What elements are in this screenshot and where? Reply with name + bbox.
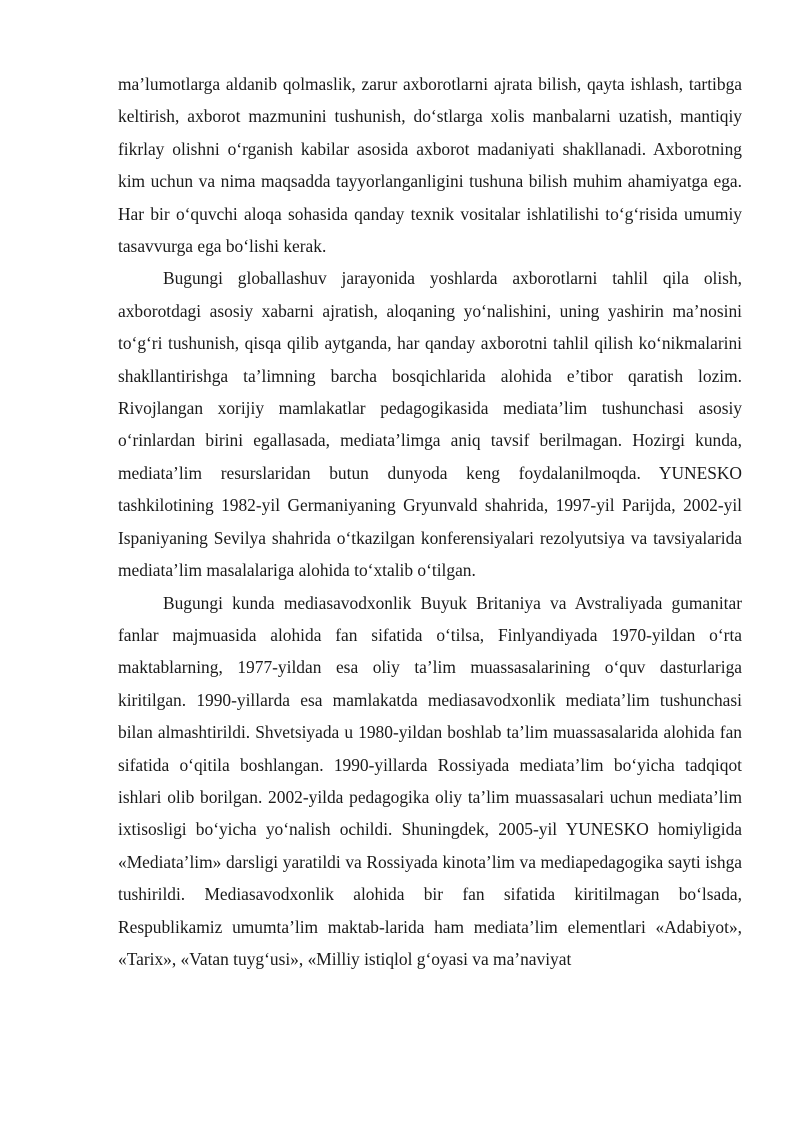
paragraph-1: ma’lumotlarga aldanib qolmaslik, zarur axborotlarni ajrata bilish, qayta ishlash, tartibga keltirish, axborot mazmunini tushunish, do‘stlarga xolis manbalarni uzatish, mantiqiy fikrlay olishni o‘rganish kabilar asosida axborot madaniyati shakllanadi. Axborotning kim uchun va nima maqsadda tayyorlanganligini tushuna bilish muhim ahamiyatga ega. Har bir o‘quvchi aloqa sohasida qanday texnik vositalar ishlatilishi to‘g‘risida umumiy tasavvurga ega bo‘lishi kerak.	[118, 74, 742, 257]
paragraph-3: Bugungi kunda mediasavodxonlik Buyuk Britaniya va Avstraliyada gumanitar fanlar majmuasida alohida fan sifatida o‘tilsa, Finlyandiyada 1970-yildan o‘rta maktablarning, 1977-yildan esa oliy ta’lim muassasalarining o‘quv dasturlariga kiritilgan. 1990-yillarda esa mamlakatda mediasavodxonlik mediata’lim tushunchasi bilan almashtirildi. Shvetsiyada u 1980-yildan boshlab ta’lim muassasalarida alohida fan sifatida o‘qitila boshlangan. 1990-yillarda Rossiyada mediata’lim bo‘yicha tadqiqot ishlari olib borilgan. 2002-yilda pedagogika oliy ta’lim muassasalari uchun mediata’lim ixtisosligi bo‘yicha yo‘nalish ochildi. Shuningdek, 2005-yil YUNESKO homiyligida «Mediata’lim» darsligi yaratildi va Rossiyada kinota’lim va mediapedagogika sayti ishga tushirildi. Mediasavodxonlik alohida bir fan sifatida kiritilmagan bo‘lsada, Respublikamiz umumta’lim maktab-larida ham mediata’lim elementlari «Adabiyot», «Tarix», «Vatan tuyg‘usi», «Milliy istiqlol g‘oyasi va ma’naviyat	[118, 592, 742, 969]
paragraph-2: Bugungi globallashuv jarayonida yoshlarda axborotlarni tahlil qila olish, axborotdagi asosiy xabarni ajratish, aloqaning yo‘nalishini, uning yashirin ma’nosini to‘g‘ri tushunish, qisqa qilib aytganda, har qanday axborotni tahlil qilish ko‘nikmalarini shakllantirishga ta’limning barcha bosqichlarida alohida e’tibor qaratish lozim. Rivojlangan xorijiy mamlakatlar pedagogikasida mediata’lim tushunchasi asosiy o‘rinlardan birini egallasada, mediata’limga aniq tavsif berilmagan. Hozirgi kunda, mediata’lim resurslaridan butun dunyoda keng foydalanilmoqda. YUNESKO tashkilotining 1982-yil Germaniyaning Gryunvald shahrida, 1997-yil Parijda, 2002-yil Ispaniyaning Sevilya shahrida o‘tkazilgan konferensiyalari rezolyutsiya va tavsiyalarida mediata’lim masalalariga alohida to‘xtalib o‘tilgan.	[118, 268, 742, 581]
document-page	[118, 68, 742, 975]
